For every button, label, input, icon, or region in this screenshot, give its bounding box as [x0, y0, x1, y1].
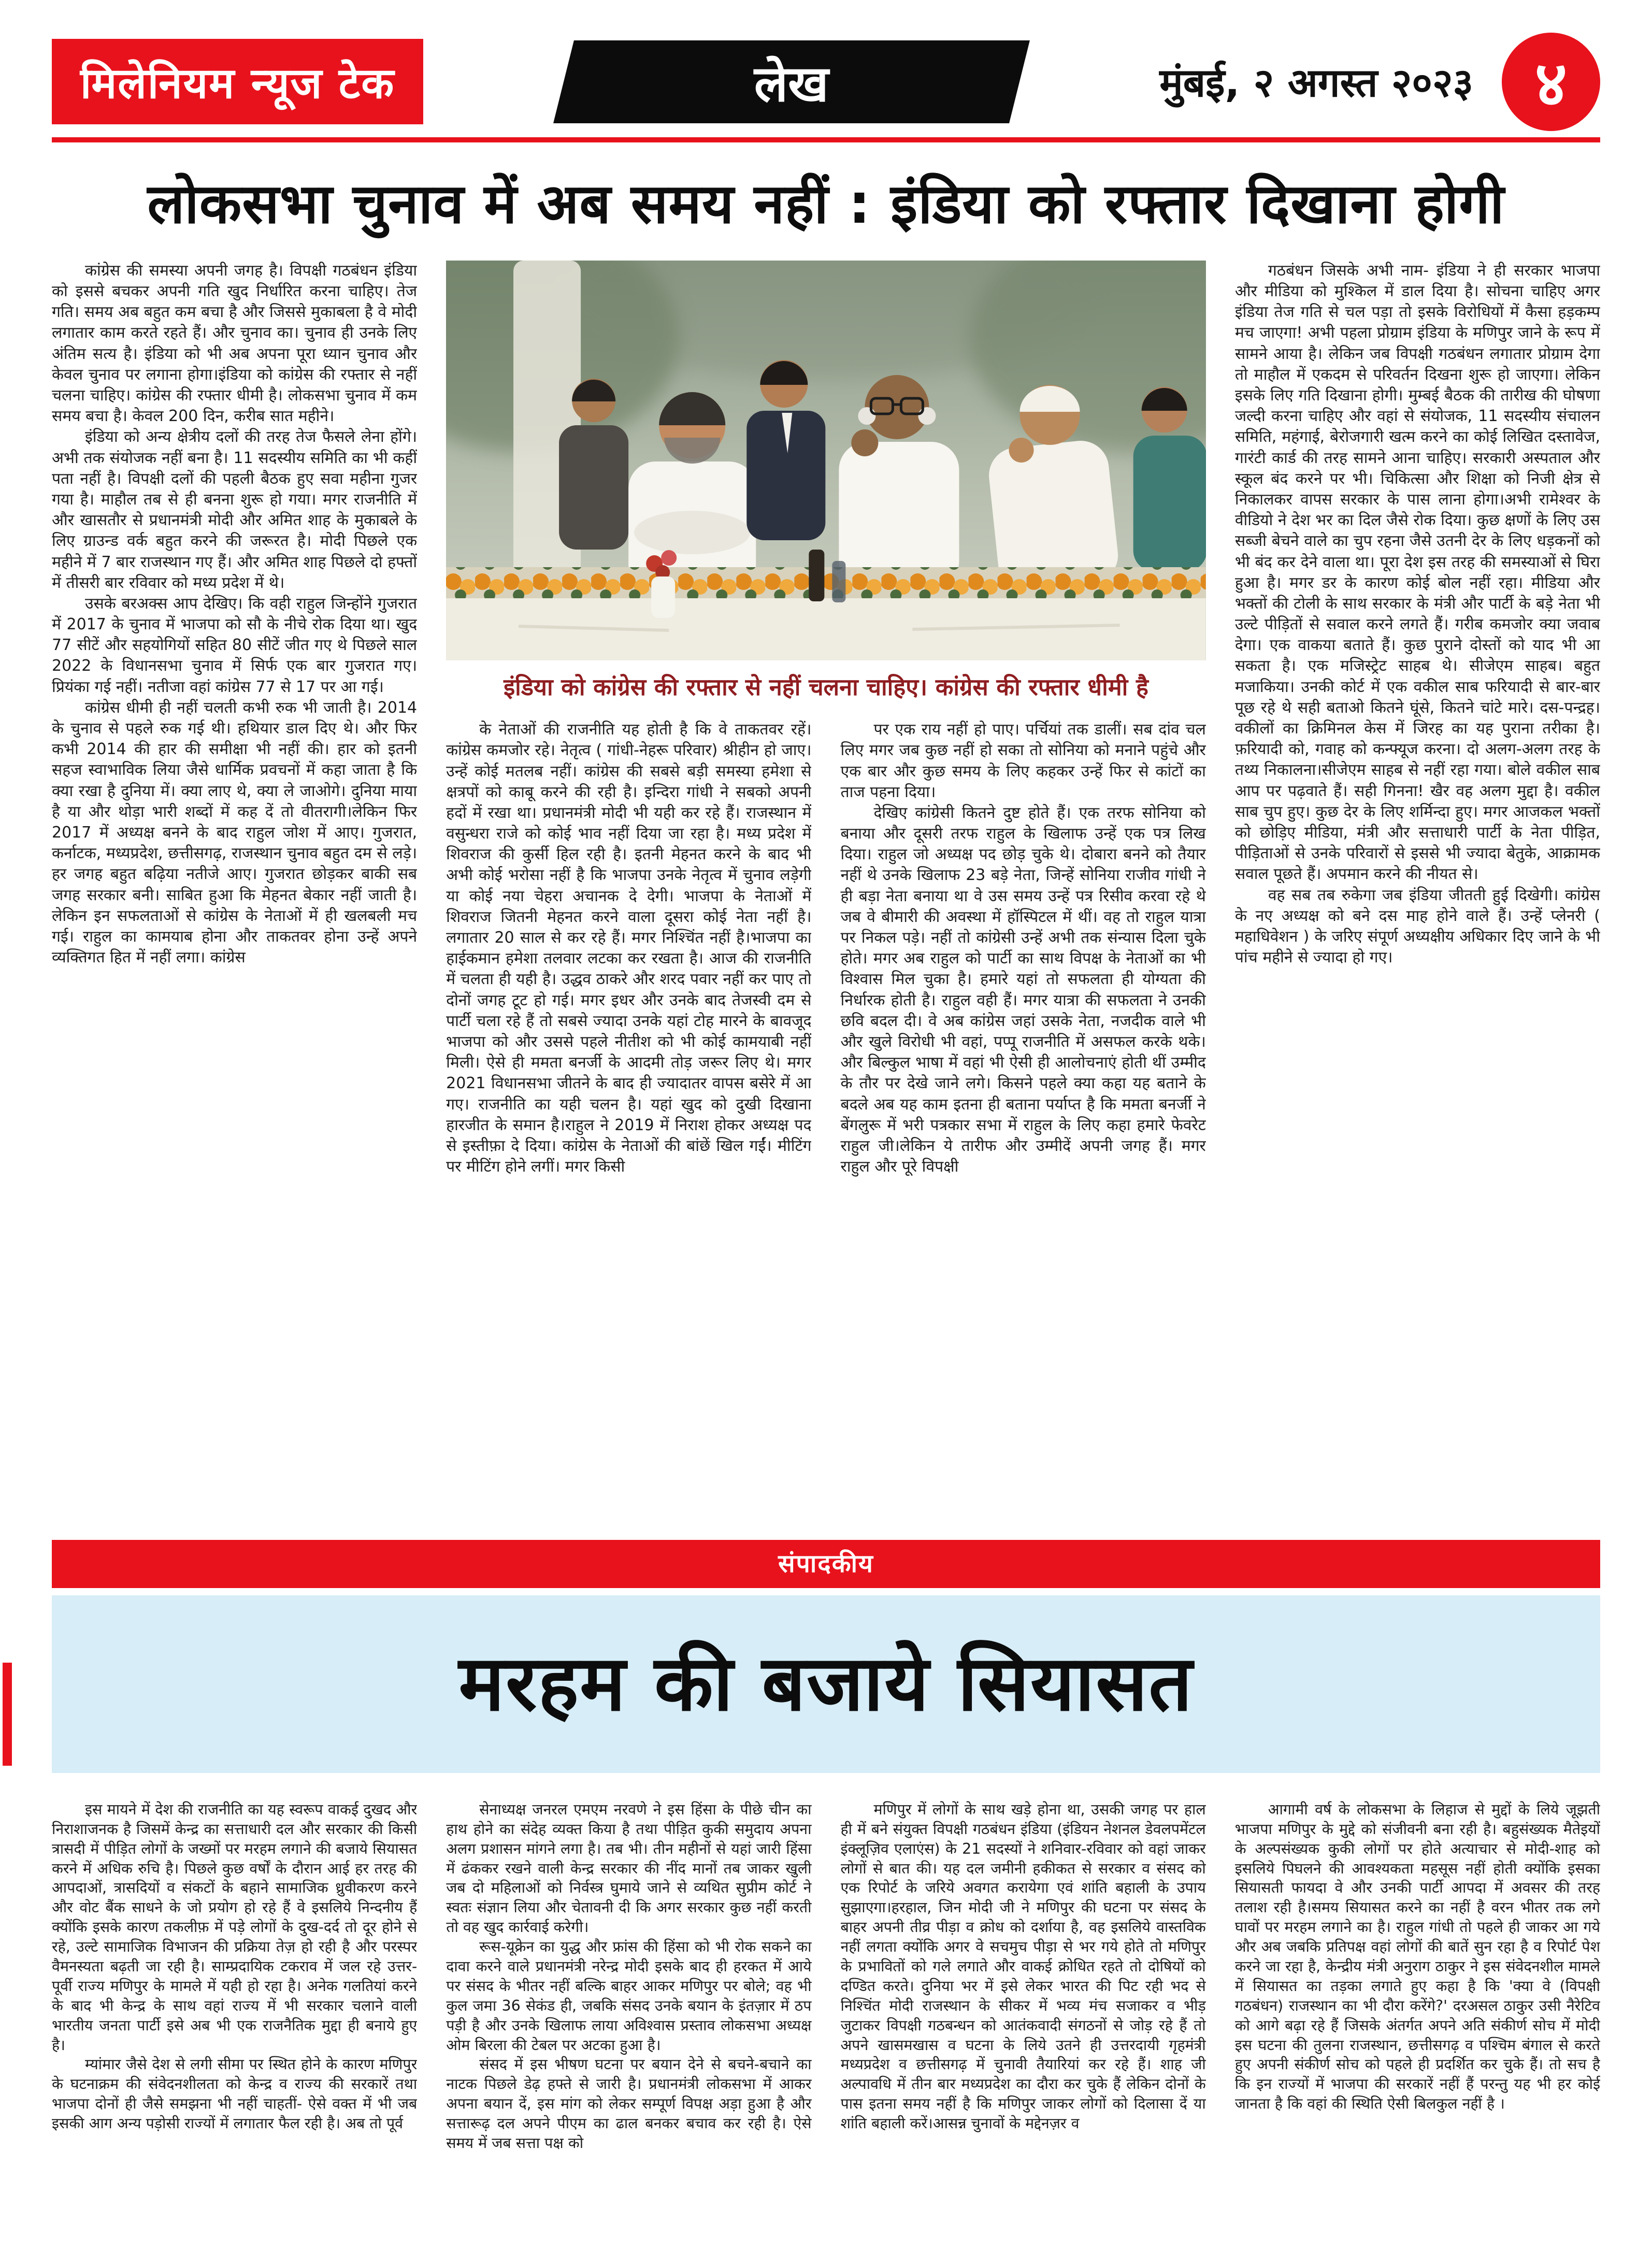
editorial-column-1 — [52, 1800, 417, 2153]
editorial-headline: मरहम की बजाये सियासत — [458, 1638, 1194, 1728]
photo-illustration — [446, 261, 1206, 660]
masthead — [52, 36, 1600, 127]
section-label: लेख — [754, 54, 829, 112]
photo-glass — [832, 561, 845, 602]
article-center-column — [446, 261, 1206, 1519]
paragraph: रूस-यूक्रेन का युद्ध और फ्रांस की हिंसा को भी रोक सकने का दावा करने वाले प्रधानमंत्री नरेन्द्र मोदी इसके बाद ही हरकत में आये पर संसद के भीतर नहीं बल्कि बाहर आकर मणिपुर पर बोले; वह भी कुल जमा 36 सेकंड ही, जबकि संसद उनके बयान के इंतज़ार में ठप पड़ी है और उनके खिलाफ लाया अविश्वास प्रस्ताव लोकसभा अध्यक्ष ओम बिरला की टेबल पर अटका हुआ है। — [446, 1938, 812, 2054]
editorial-column-3 — [841, 1800, 1206, 2153]
paragraph: देखिए कांग्रेसी कितने दुष्ट होते हैं। एक तरफ सोनिया को बनाया और दूसरी तरफ राहुल के खिलाफ उन्हें एक पत्र लिख दिया। राहुल जो अध्यक्ष पद छोड़ चुके थे। दोबारा बनने को तैयार नहीं थे उनके खिलाफ 23 बड़े नेता, जिन्हें सोनिया राजीव गांधी ने ही बड़ा नेता बनाया था वे उस समय उन्हें पत्र रिसीव करवा रहे थे जब वे बीमारी की अवस्था में हॉस्पिटल में थीं। वह तो राहुल यात्रा पर निकल पड़े। नहीं तो कांग्रेसी उन्हें अभी तक संन्यास दिला चुके होते। मगर अब राहुल को पार्टी का साथ विपक्ष के नेताओं का भी विश्वास मिल चुका है। हमारे यहां तो सफलता ही योग्यता की निर्धारक होती है। राहुल वही हैं। मगर यात्रा की सफलता ने उनकी छवि बदल दी। वे अब कांग्रेस जहां उसके नेता, नजदीक वाले भी और खुले विरोधी भी वहां, पप्पू राजनीति में असफल करके थके। और बिल्कुल भाषा में वहां भी ऐसी ही आलोचनाएं होती थीं उम्मीद के तौर पर देखे जाने लगे। किसने पहले क्या कहा यह बताने के बदले अब यह काम इतना ही बताना पर्याप्त है कि ममता बनर्जी ने बेंगलुरू में भरी पत्रकार सभा में राहुल के लिए कहा हमारे फेवरेट राहुल जी।लेकिन ये तारीफ और उम्मीदें अपनी जगह हैं। मगर राहुल और पूरे विपक्षी — [840, 803, 1206, 1176]
paper-name-box — [52, 39, 423, 124]
paragraph: के नेताओं की राजनीति यह होती है कि वे ताकतवर रहें। कांग्रेस कमजोर रहे। नेतृत्व ( गांधी-नेहरू परिवार) श्रीहीन हो जाए। उन्हें कोई मतलब नहीं। कांग्रेस की सबसे बड़ी समस्या हमेशा से क्षत्रपों को काबू करने की रही है। इन्दिरा गांधी ने सबको अपनी हदों में रखा था। प्रधानमंत्री मोदी भी यही कर रहे हैं। राजस्थान में वसुन्धरा राजे को कोई भाव नहीं दिया जा रहा है। मध्य प्रदेश में शिवराज की कुर्सी हिल रही है। इतनी मेहनत करने के बाद भी अभी कोई भरोसा नहीं है कि भाजपा उनके नेतृत्व में चुनाव लड़ेगी या कोई नया चेहरा अचानक दे देगी। भाजपा के नेताओं में शिवराज जितनी मेहनत करने वाला दूसरा कोई नेता नहीं है। लगातार 20 साल से कर रहे हैं। मगर निश्चिंत नहीं है।भाजपा का हाईकमान हमेशा तलवार लटका कर रखता है। आज की राजनीति में चलता ही यही है। उद्धव ठाकरे और शरद पवार नहीं कर पाए तो दोनों जगह टूट हो गई। मगर इधर और उनके बाद तेजस्वी दम से पार्टी चला रहे हैं तो सबसे ज्यादा उनके यहां टोह मारने के बावजूद भाजपा को और उससे पहले नीतीश को भी कोई कामयाबी नहीं मिली। ऐसे ही ममता बनर्जी के आदमी तोड़ जरूर लिए थे। मगर 2021 विधानसभा जीतने के बाद ही ज्यादातर वापस बसेरे में आ गए। राजनीति का यही चलन है। यहां खुद को दुखी दिखाना हारजीत के समान है।राहुल ने 2019 में निराश होकर अध्यक्ष पद से इस्तीफ़ा दे दिया। कांग्रेस के नेताओं की बांछें खिल गईं। मीटिंग पर मीटिंग होने लगीं। मगर किसी — [446, 720, 812, 1176]
editorial-column-2 — [446, 1800, 811, 2153]
article-inner-columns — [446, 719, 1206, 1519]
photo-caption: इंडिया को कांग्रेस की रफ्तार से नहीं चलना चाहिए। कांग्रेस की रफ्तार धीमी है — [504, 673, 1148, 701]
paragraph: पर एक राय नहीं हो पाए। पर्चियां तक डालीं। सब दांव चल लिए मगर जब कुछ नहीं हो सका तो सोनिया को मनाने पहुंचे और एक बार और कुछ समय के लिए कहकर उन्हें फिर से कांटों का ताज पहना दिया। — [840, 720, 1206, 801]
editorial-accent-bar — [3, 1663, 12, 1766]
paragraph: गठबंधन जिसके अभी नाम- इंडिया ने ही सरकार भाजपा और मीडिया को मुश्किल में डाल दिया है। सोचना चाहिए अगर इंडिया तेज गति से चल पड़ा तो इसके विरोधियों में कैसा हड़कम्प मच जाएगा! अभी पहला प्रोग्राम इंडिया के मणिपुर जाने के रूप में सामने आया है। लेकिन जब विपक्षी गठबंधन लगातार प्रोग्राम देगा तो माहौल में एकदम से परिवर्तन दिखना शुरू हो जाएगा। लेकिन इसके लिए गति दिखाना होगी। मुम्बई बैठक की तारीख की घोषणा जल्दी करना चाहिए और वहां से संयोजक, 11 सदस्यीय संचालन समिति, महंगाई, बेरोजगारी खत्म करने का कोई लिखित दस्तावेज, गारंटी कार्ड की तरह सामने आना चाहिए। सरकारी अस्पताल और स्कूल बंद करने पर भी। चिकित्सा और शिक्षा को निजी क्षेत्र से निकालकर वापस सरकार के पास लाना होगा।अभी रामेश्वर के वीडियो ने देश भर का दिल जैसे रोक दिया। कुछ क्षणों के लिए उस सब्जी बेचने वाले का चुप रहना जैसे उतनी देर के लिए धड़कनों को भी बंद कर देने वाला था। पूरा देश इस तरह की समस्याओं से घिरा हुआ है। मगर डर के कारण कोई बोल नहीं रहा। मीडिया और भक्तों की टोली के साथ सरकार के मंत्री और पार्टी के बड़े नेता भी उल्टे पीड़ितों से सवाल करने लगते हैं। गरीब कमजोर क्या जवाब देगा। एक वाकया बताते हैं। कुछ पुराने दोस्तों को याद भी आ सकता है। एक मजिस्ट्रेट साहब थे। सीजेएम साहब। बहुत मजाकिया। उनकी कोर्ट में एक वकील साब फरियादी से बार-बार पूछ रहे थे सही बताओ कितने घूंसे, कितने चांटे मारे। दस-पन्द्रह। वकीलों का क्रिमिनल केस में जिरह का यह पुराना तरीका है। फ़रियादी को, गवाह को कन्फ्यूज करना। दो अलग-अलग तरह के तथ्य निकालना।सीजेएम साहब से नहीं रहा गया। बोले वकील साब आप पर पढ़वाते हैं। सही गिनना! खैर वह अलग मुद्दा है। वकील साब चुप हुए। कुछ देर के लिए शर्मिन्दा हुए। मगर आजकल भक्तों को छोड़िए मीडिया, मंत्री और सत्ताधारी पार्टी के नेता पीड़ित, पीड़िताओं से उनके परिवारों से इससे भी ज्यादा बेतुके, आक्रामक सवाल पूछते हैं। अपमान करने की नीयत से। — [1234, 261, 1600, 884]
article-column-1 — [52, 261, 417, 1519]
paragraph: वह सब तब रुकेगा जब इंडिया जीतती हुई दिखेगी। कांग्रेस के नए अध्यक्ष को बने दस माह होने वाले हैं। उन्हें प्लेनरी ( महाधिवेशन ) के जरिए संपूर्ण अध्यक्षीय अधिकार दिए जाने के भी पांच महीने से ज्यादा हो गए। — [1234, 886, 1600, 967]
article-body — [52, 261, 1600, 1519]
paragraph: आगामी वर्ष के लोकसभा के लिहाज से मुद्दों के लिये जूझती भाजपा मणिपुर के मुद्दे को संजीवनी बना रही है। बहुसंख्यक मैतेइयों के अल्पसंख्यक कुकी लोगों पर होते अत्याचार से मोदी-शाह को इसलिये पिघलने की आवश्यकता महसूस नहीं होती क्योंकि इसका सियासती फायदा वे और उनकी पार्टी आपदा में अवसर की तरह तलाश रही है।समय सियासत करने का नहीं है वरन भीतर तक लगे घावों पर मरहम लगाने का है। राहुल गांधी तो पहले ही जाकर आ गये और अब जबकि प्रतिपक्ष वहां लोगों की बातें सुन रहा है व रिपोर्ट पेश करने जा रहा है, केन्द्रीय मंत्री अनुराग ठाकुर ने इस संवेदनशील मामले में सियासत का तड़का लगाते हुए कहा है कि 'क्या वे (विपक्षी गठबंधन) राजस्थान का भी दौरा करेंगे?' दरअसल ठाकुर उसी नैरेटिव को आगे बढ़ा रहे हैं जिसके अंतर्गत अपने अति संकीर्ण सोच में मोदी इस घटना की तुलना राजस्थान, छत्तीसगढ़ व पश्चिम बंगाल से करते हुए अपनी संकीर्ण सोच को पहले ही प्रदर्शित कर चुके हैं। तो सच है कि इन राज्यों में भाजपा की सरकारें नहीं हैं परन्तु यह भी हर कोई जानता है कि वहां की स्थिति ऐसी बिलकुल नहीं है । — [1234, 1800, 1600, 2113]
section-ribbon — [553, 40, 1030, 123]
paragraph: मणिपुर में लोगों के साथ खड़े होना था, उसकी जगह पर हाल ही में बने संयुक्त विपक्षी गठबंधन इंडिया (इंडियन नेशनल डेवलपमेंटल इंक्लूज़िव एलाएंस) के 21 सदस्यों ने शनिवार-रविवार को वहां जाकर लोगों से बात की। यह दल जमीनी हकीकत से सरकार व संसद को एक रिपोर्ट के जरिये अवगत करायेगा एवं शांति बहाली के उपाय सुझाएगा।हरहाल, जिन मोदी जी ने मणिपुर की घटना पर संसद के बाहर अपनी तीव्र पीड़ा व क्रोध को दर्शाया है, वह इसलिये वास्तविक नहीं लगता क्योंकि अगर वे सचमुच पीड़ा से भर गये होते तो मणिपुर के प्रभावितों को गले लगाते और वाकई क्रोधित रहते तो दोषियों को दण्डित करते। दुनिया भर में इसे लेकर भारत की पिट रही भद से निश्चिंत मोदी राजस्थान के सीकर में भव्य मंच सजाकर व भीड़ जुटाकर विपक्षी गठबन्धन को आतंकवादी संगठनों से जोड़ रहे हैं तो अपने खासमखास व घटना के लिये उतने ही उत्तरदायी गृहमंत्री मध्यप्रदेश व छत्तीसगढ़ में चुनावी तैयारियां कर रहे हैं। शाह जी अल्पावधि में तीन बार मध्यप्रदेश का दौरा कर चुके हैं लेकिन दोनों के पास इतना समय नहीं है कि मणिपुर जाकर लोगों को दिलासा दें या शांति बहाली करें।आसन्न चुनावों के मद्देनज़र व — [840, 1800, 1206, 2132]
article-headline: लोकसभा चुनाव में अब समय नहीं : इंडिया को रफ्तार दिखाना होगी — [147, 172, 1505, 236]
editorial-section-label: संपादकीय — [778, 1549, 874, 1578]
masthead-rule — [52, 137, 1600, 142]
paragraph: कांग्रेस की समस्या अपनी जगह है। विपक्षी गठबंधन इंडिया को इससे बचकर अपनी गति खुद निर्धारित करना चाहिए। तेज गति। समय अब बहुत कम बचा है और जिससे मुकाबला है वे मोदी लगातार काम करते रहते हैं। और चुनाव का। चुनाव ही उनके लिए अंतिम सत्य है। इंडिया को भी अब अपना पूरा ध्यान चुनाव और केवल चुनाव पर लगाना होगा।इंडिया को कांग्रेस की रफ्तार से नहीं चलना चाहिए। कांग्रेस की रफ्तार धीमी है। लोकसभा चुनाव में कम समय बचा है। केवल 200 दिन, करीब सात महीने। — [52, 261, 418, 426]
editorial-body — [52, 1800, 1600, 2153]
article-column-2 — [446, 719, 811, 1519]
paragraph: इस मायने में देश की राजनीति का यह स्वरूप वाकई दुखद और निराशाजनक है जिसमें केन्द्र का सत्ताधारी दल और सरकार की किसी त्रासदी में पीड़ित लोगों के जख्मों पर मरहम लगाने की बजाये सियासत करने में अधिक रुचि है। पिछले कुछ वर्षों के दौरान आई हर तरह की आपदाओं, त्रासदियों व संकटों के बहाने सामाजिक ध्रुवीकरण करने और वोट बैंक साधने के जो प्रयोग हो रहे हैं वे इसलिये निन्दनीय हैं क्योंकि इसके कारण तकलीफ़ में पड़े लोगों के दुख-दर्द तो दूर होने से रहे, उल्टे सामाजिक विभाजन की प्रक्रिया तेज़ हो रही है और परस्पर वैमनस्यता बढ़ती जा रही है। साम्प्रदायिक टकराव में जल रहे उत्तर-पूर्वी राज्य मणिपुर के मामले में यही हो रहा है। अनेक गलतियां करने के बाद भी केन्द्र के साथ वहां राज्य में भी सरकार चलाने वाली भारतीय जनता पार्टी इसे अब भी एक राजनैतिक मुद्दा ही बनाये हुए है। — [52, 1800, 418, 2054]
article-column-3 — [840, 719, 1205, 1519]
photo-garland — [446, 567, 1206, 601]
photo-bottle — [809, 550, 824, 601]
editorial-section — [52, 1540, 1600, 2153]
paragraph: म्यांमार जैसे देश से लगी सीमा पर स्थित होने के कारण मणिपुर के घटनाक्रम की संवेदनशीलता को केन्द्र व राज्य की सरकारें तथा भाजपा दोनों ही जैसे समझना भी नहीं चाहतीं- ऐसे वक्त में भी जब इसकी आग अन्य पड़ोसी राज्यों में लगातार फैल रही है। अब तो पूर्व — [52, 2056, 418, 2132]
page-number-badge: ४ — [1502, 33, 1600, 131]
paragraph: कांग्रेस धीमी ही नहीं चलती कभी रुक भी जाती है। 2014 के चुनाव से पहले रुक गई थी। हथियार डाल दिए थे। और फिर कभी 2014 की हार की समीक्षा भी नहीं की। हार को इतनी सहज स्वाभाविक लिया जैसे धार्मिक प्रवचनों में कहा जाता है कि क्या रखा है दुनिया में। क्या लाए थे, क्या ले जाओगे। दुनिया माया है या और थोड़ा भारी शब्दों में कह दें तो वीतरागी।लेकिन फिर 2017 में अध्यक्ष बनने के बाद राहुल जोश में आए। गुजरात, कर्नाटक, मध्यप्रदेश, छत्तीसगढ़, राजस्थान चुनाव बहुत दम से लड़े। हर जगह बहुत बढ़िया नतीजे आए। गुजरात छोड़कर बाकी सब जगह सरकार बनी। साबित हुआ कि मेहनत बेकार नहीं जाती है। लेकिन इन सफलताओं से कांग्रेस के नेताओं में ही खलबली मच गई। राहुल का कामयाब होना और ताकतवर होना उन्हें अपने व्यक्तिगत हित में नहीं लगा। कांग्रेस — [52, 698, 418, 967]
date-line: मुंबई, २ अगस्त २०२३ — [1159, 60, 1473, 106]
paragraph: सेनाध्यक्ष जनरल एमएम नरवणे ने इस हिंसा के पीछे चीन का हाथ होने का संदेह व्यक्त किया है तथा पीड़ित कुकी समुदाय अपना अलग प्रशासन मांगने लगा है। तब भी। तीन महीनों से यहां जारी हिंसा में ढंककर रखने वाली केन्द्र सरकार की नींद मानों तब जाकर खुली जब दो महिलाओं को निर्वस्त्र घुमाये जाने से व्यथित सुप्रीम कोर्ट ने स्वतः संज्ञान लिया और चेतावनी दी कि अगर सरकार कुछ नहीं करती तो वह खुद कार्रवाई करेगी। — [446, 1800, 812, 1936]
article-photo — [446, 261, 1206, 660]
article-column-4 — [1235, 261, 1600, 1519]
editorial-column-4 — [1235, 1800, 1600, 2153]
photo-table — [446, 598, 1206, 660]
paragraph: इंडिया को अन्य क्षेत्रीय दलों की तरह तेज फैसले लेना होंगे। अभी तक संयोजक नहीं बना है। 11 सदस्यीय समिति का भी कहीं पता नहीं है। विपक्षी दलों की पहली बैठक हुए सवा महीना गुजर गया है। माहौल तब से ही बनना शुरू हो गया। मगर राजनीति में और खासतौर से प्रधानमंत्री मोदी और अमित शाह के मुकाबले के लिए ग्राउन्ड वर्क बहुत करने की जरूरत है। मोदी पिछले एक महीने में 7 बार राजस्थान गए हैं। और अमित शाह पिछले दो हफ्तों में तीसरी बार रविवार को मध्य प्रदेश में थे। — [52, 428, 418, 592]
paragraph: उसके बरअक्स आप देखिए। कि वही राहुल जिन्होंने गुजरात में 2017 के चुनाव में भाजपा को सौ के नीचे रोक दिया था। खुद 77 सीटें और सहयोगियों सहित 80 सीटें जीत गए थे पिछले साल 2022 के विधानसभा चुनाव में सिर्फ एक बार गुजरात गए। प्रियंका गई नहीं। नतीजा वहां कांग्रेस 77 से 17 पर आ गई। — [52, 594, 418, 696]
paragraph: संसद में इस भीषण घटना पर बयान देने से बचने-बचाने का नाटक पिछले डेढ़ हफ्ते से जारी है। प्रधानमंत्री लोकसभा में आकर अपना बयान दें, इस मांग को लेकर सम्पूर्ण विपक्ष अड़ा हुआ है और सत्तारूढ़ दल अपने पीएम का ढाल बनकर बचाव कर रही है। ऐसे समय में जब सत्ता पक्ष को — [446, 2056, 812, 2152]
paper-name: मिलेनियम न्यूज टेक — [80, 59, 395, 108]
editorial-section-bar — [52, 1540, 1600, 1588]
editorial-headline-box — [52, 1595, 1600, 1773]
